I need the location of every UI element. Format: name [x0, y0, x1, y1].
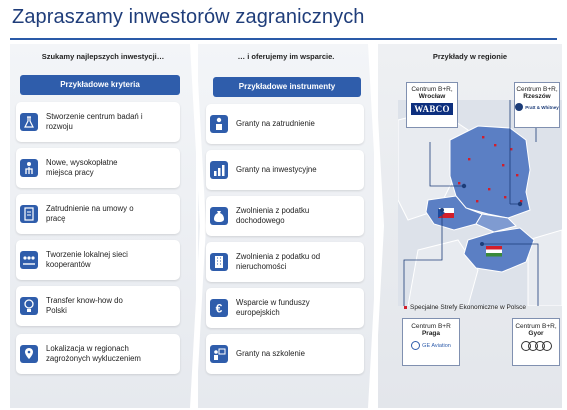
svg-text:€: €: [215, 301, 223, 316]
callout-wroclaw: Centrum B+R, Wrocław WABCO: [406, 82, 458, 128]
instruments-header: Przykładowe instrumenty: [213, 77, 361, 97]
building-icon: [210, 253, 228, 271]
page-title: Zapraszamy inwestorów zagranicznych: [12, 6, 365, 28]
criteria-item: Stworzenie centrum badań i rozwoju: [16, 102, 180, 142]
location-icon: [20, 345, 38, 363]
wabco-logo: WABCO: [411, 103, 453, 115]
research-icon: [20, 113, 38, 131]
network-icon: [20, 251, 38, 269]
criteria-item: Tworzenie lokalnej sieci kooperantów: [16, 240, 180, 280]
money-bag-icon: [210, 207, 228, 225]
instrument-item: Granty na szkolenie: [206, 334, 364, 374]
sez-dot-icon: [404, 306, 407, 309]
instrument-item: Zwolnienia z podatku od nieruchomości: [206, 242, 364, 282]
criteria-item: Nowe, wysokopłatne miejsca pracy: [16, 148, 180, 188]
criteria-item: Transfer know-how do Polski: [16, 286, 180, 326]
person-icon: [210, 115, 228, 133]
audi-logo: [521, 341, 552, 351]
callout-gyor: Centrum B+R, Gyor: [512, 318, 560, 366]
callout-praga: Centrum B+R Praga GE Aviation: [402, 318, 460, 366]
map-legend: Specjalne Strefy Ekonomiczne w Polsce: [404, 304, 526, 311]
chevron-divider-2: [368, 44, 384, 408]
criteria-item: Zatrudnienie na umowy o pracę: [16, 194, 180, 234]
col1-heading: Szukamy najlepszych inwestycji…: [41, 52, 165, 61]
instrument-item: Granty na inwestycyjne: [206, 150, 364, 190]
chevron-divider-1: [190, 44, 206, 408]
trainer-icon: [210, 345, 228, 363]
knowhow-icon: [20, 297, 38, 315]
pratt-whitney-logo: Pratt & Whitney: [515, 103, 559, 111]
criteria-header: Przykładowe kryteria: [20, 75, 180, 95]
title-rule: [10, 38, 557, 40]
ge-aviation-logo: GE Aviation: [411, 341, 451, 350]
worker-icon: [20, 159, 38, 177]
col3-heading: Przykłady w regionie: [432, 52, 508, 61]
instrument-item: € Wsparcie w funduszy europejskich: [206, 288, 364, 328]
contract-icon: [20, 205, 38, 223]
instrument-item: Granty na zatrudnienie: [206, 104, 364, 144]
region-map: [398, 100, 562, 306]
bar-chart-icon: [210, 161, 228, 179]
instrument-item: Zwolnienia z podatku dochodowego: [206, 196, 364, 236]
euro-icon: [210, 299, 228, 317]
callout-rzeszow: Centrum B+R, Rzeszów Pratt & Whitney: [514, 82, 560, 128]
col2-heading: … i oferujemy im wsparcie.: [237, 52, 335, 61]
hungary-flag-icon: [486, 246, 502, 257]
criteria-item: Lokalizacja w regionach zagrożonych wykluczeniem: [16, 334, 180, 374]
